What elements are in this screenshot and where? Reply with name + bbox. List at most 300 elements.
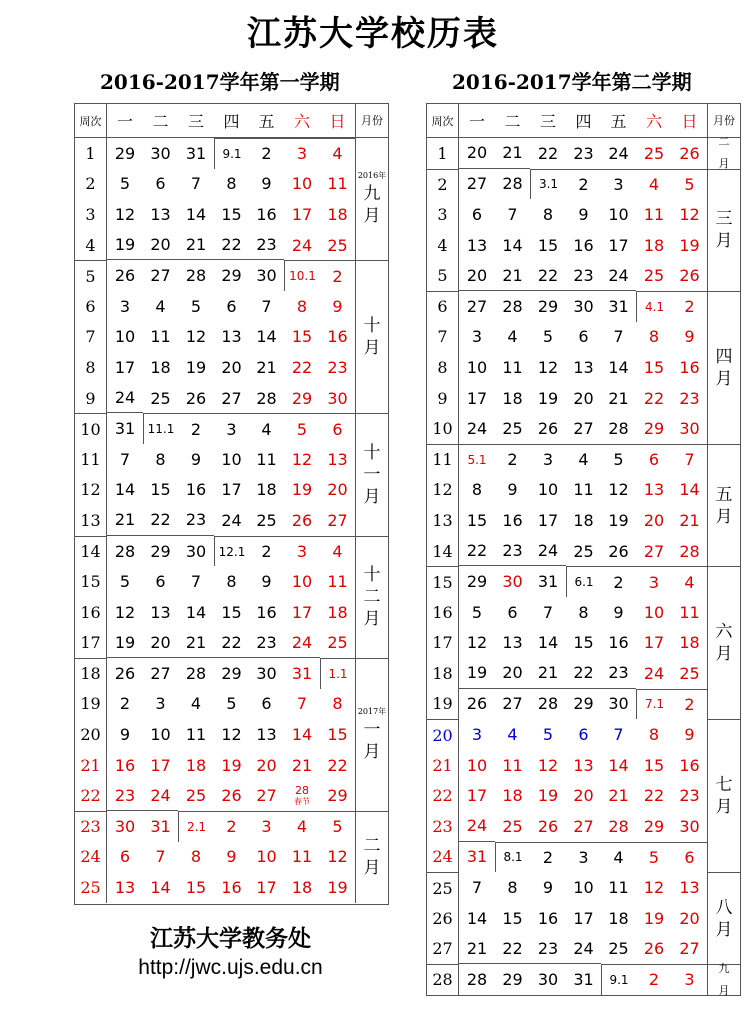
day-cell: 29 — [537, 296, 559, 316]
day-cell: 25 — [256, 510, 277, 530]
day-cell: 13 — [643, 480, 665, 500]
week-number: 11 — [75, 444, 107, 475]
week-number: 20 — [75, 719, 107, 750]
day-cell: 8.1 — [495, 842, 530, 873]
day-cell: 10 — [466, 357, 488, 377]
day-cell: 18 — [643, 235, 665, 255]
day-cell: 25 — [327, 235, 348, 255]
day-cell: 23 — [495, 536, 530, 567]
day-cell: 29 — [327, 786, 348, 806]
day-cell: 6 — [155, 174, 166, 194]
day-cell: 10 — [573, 878, 594, 898]
semester1-title: 2016-2017学年第一学期 — [100, 70, 340, 94]
day-cell: 12 — [643, 878, 665, 898]
day-cell: 19 — [185, 357, 207, 377]
day-cell: 22 — [459, 536, 495, 567]
day-cell: 23 — [249, 230, 284, 261]
header-day: 一 — [107, 104, 143, 138]
day-cell: 14 — [185, 204, 207, 224]
header-day: 六 — [284, 104, 320, 138]
day-cell: 6.1 — [566, 566, 601, 597]
week-number: 4 — [427, 230, 459, 261]
day-cell: 31 — [291, 663, 313, 683]
day-cell: 29 — [466, 572, 488, 592]
day-cell: 9.1 — [601, 964, 636, 995]
day-cell: 27 — [256, 786, 277, 806]
day-cell: 26 — [185, 388, 207, 408]
week-number: 6 — [427, 291, 459, 322]
day-cell: 31 — [573, 969, 594, 989]
day-cell: 14 — [679, 480, 700, 500]
day-cell: 24 — [601, 260, 636, 291]
header-month: 月份 — [355, 104, 388, 138]
day-cell: 6 — [226, 296, 237, 316]
day-cell: 22 — [143, 505, 178, 536]
week-number: 7 — [75, 322, 107, 353]
day-cell: 14 — [608, 755, 629, 775]
day-cell: 27 — [573, 816, 594, 836]
week-number: 14 — [427, 536, 459, 567]
day-cell: 12.1 — [214, 536, 249, 567]
day-cell: 26 — [466, 694, 488, 714]
day-cell: 22 — [495, 933, 530, 964]
day-cell: 3 — [601, 169, 636, 200]
semester1-calendar — [74, 103, 389, 905]
day-cell: 11 — [327, 572, 348, 592]
day-cell: 15 — [643, 357, 665, 377]
day-cell: 4 — [507, 725, 518, 745]
day-cell: 30 — [256, 266, 277, 286]
day-cell: 27 — [150, 663, 171, 683]
week-number: 10 — [427, 413, 459, 444]
day-cell: 3 — [566, 842, 601, 873]
day-cell: 16 — [608, 633, 629, 653]
day-cell: 29 — [291, 388, 313, 408]
day-cell: 23 — [679, 786, 700, 806]
day-cell: 16 — [679, 357, 700, 377]
day-cell: 5 — [471, 602, 483, 622]
day-cell: 4 — [190, 694, 202, 714]
day-cell: 23 — [679, 388, 700, 408]
day-cell: 12 — [608, 480, 629, 500]
semester2-title: 2016-2017学年第二学期 — [452, 70, 692, 94]
day-cell: 5 — [672, 169, 707, 200]
day-cell: 27 — [643, 541, 665, 561]
day-cell: 24 — [107, 383, 143, 414]
day-cell: 8 — [155, 449, 166, 469]
day-cell: 3 — [284, 536, 320, 567]
day-cell: 21 — [679, 510, 700, 530]
day-cell: 13 — [573, 755, 594, 775]
week-number: 22 — [75, 780, 107, 811]
day-cell: 8 — [507, 878, 518, 898]
day-cell: 13 — [327, 449, 348, 469]
day-cell: 22 — [643, 388, 665, 408]
day-cell: 3 — [119, 296, 131, 316]
week-number: 18 — [427, 658, 459, 689]
header-month: 月份 — [707, 104, 740, 138]
day-cell: 17 — [291, 602, 313, 622]
day-cell: 22 — [530, 260, 566, 291]
day-cell: 11 — [502, 357, 523, 377]
day-cell: 16 — [537, 908, 559, 928]
day-cell: 4 — [507, 327, 518, 347]
day-cell: 7 — [119, 449, 131, 469]
day-cell: 8 — [190, 847, 202, 867]
day-cell: 7 — [296, 694, 308, 714]
week-number: 23 — [427, 811, 459, 842]
day-cell: 6 — [261, 694, 272, 714]
day-cell: 20 — [459, 260, 495, 291]
header-day: 五 — [249, 104, 284, 138]
week-number: 12 — [427, 475, 459, 506]
day-cell: 30 — [114, 816, 136, 836]
day-cell: 14 — [150, 878, 171, 898]
month-label: 十 一 月 — [355, 413, 388, 535]
day-cell: 6 — [578, 327, 589, 347]
day-cell: 16 — [502, 510, 523, 530]
day-cell: 9 — [226, 847, 237, 867]
day-cell: 16 — [573, 235, 594, 255]
day-cell: 13 — [573, 357, 594, 377]
day-cell: 21 — [178, 230, 214, 261]
day-cell: 7 — [613, 725, 624, 745]
day-cell: 21 — [178, 628, 214, 659]
day-cell: 10 — [291, 572, 313, 592]
day-cell: 12 — [679, 204, 700, 224]
day-cell: 17 — [608, 235, 629, 255]
day-cell: 17 — [256, 878, 277, 898]
week-number: 22 — [427, 780, 459, 811]
day-cell: 18 — [327, 602, 348, 622]
day-cell: 29 — [643, 419, 665, 439]
day-cell: 14 — [256, 327, 277, 347]
day-cell: 7 — [542, 602, 554, 622]
day-cell: 20 — [495, 658, 530, 689]
day-cell: 8 — [296, 296, 308, 316]
week-number: 24 — [427, 842, 459, 873]
day-cell: 18 — [291, 878, 313, 898]
day-cell: 26 — [679, 143, 700, 163]
day-cell: 11 — [327, 174, 348, 194]
day-cell: 4 — [320, 536, 355, 567]
day-cell: 6 — [119, 847, 131, 867]
day-cell: 17 — [643, 633, 665, 653]
day-cell: 13 — [466, 235, 488, 255]
week-number: 19 — [427, 689, 459, 720]
day-cell: 12 — [537, 755, 559, 775]
day-cell: 28 — [537, 694, 559, 714]
week-number: 26 — [427, 903, 459, 934]
day-cell: 25 — [643, 143, 665, 163]
week-number: 9 — [427, 383, 459, 414]
day-cell: 25 — [643, 266, 665, 286]
day-cell: 30 — [327, 388, 348, 408]
day-cell: 6 — [507, 602, 518, 622]
day-cell: 19 — [608, 510, 629, 530]
day-cell: 9 — [684, 327, 695, 347]
day-cell: 6 — [471, 204, 483, 224]
day-cell: 4 — [672, 566, 707, 597]
header-week: 周次 — [427, 104, 459, 138]
day-cell: 20 — [573, 786, 594, 806]
week-number: 2 — [75, 169, 107, 200]
day-cell: 19 — [459, 658, 495, 689]
header-day: 四 — [214, 104, 249, 138]
day-cell: 8 — [471, 480, 483, 500]
day-cell: 28 — [466, 969, 488, 989]
day-cell: 14 — [114, 480, 136, 500]
header-day: 日 — [672, 104, 707, 138]
day-cell: 26 — [221, 786, 242, 806]
day-cell: 16 — [256, 204, 277, 224]
week-number: 4 — [75, 230, 107, 261]
day-cell: 5.1 — [459, 444, 495, 475]
day-cell: 14 — [466, 908, 488, 928]
day-cell: 22 — [643, 786, 665, 806]
day-cell: 13 — [221, 327, 242, 347]
month-label: 十 月 — [355, 260, 388, 413]
day-cell: 19 — [679, 235, 700, 255]
day-cell: 28 — [679, 541, 700, 561]
week-number: 21 — [75, 750, 107, 781]
day-cell: 9 — [261, 174, 272, 194]
day-cell: 15 — [573, 633, 594, 653]
week-number: 12 — [75, 475, 107, 506]
month-label: 九 月 — [707, 964, 740, 995]
day-cell: 11 — [185, 725, 207, 745]
day-cell: 3 — [471, 327, 483, 347]
day-cell: 22 — [214, 628, 249, 659]
month-label: 2016年 九 月 — [355, 138, 388, 260]
day-cell: 23 — [573, 143, 594, 163]
semester2-calendar — [426, 103, 741, 996]
day-cell: 13 — [679, 878, 700, 898]
header-day: 二 — [143, 104, 178, 138]
week-number: 27 — [427, 933, 459, 964]
week-number: 5 — [427, 260, 459, 291]
day-cell: 18 — [608, 908, 629, 928]
day-cell: 5 — [601, 444, 636, 475]
day-cell: 26 — [608, 541, 629, 561]
day-cell: 13 — [150, 204, 171, 224]
week-number: 1 — [427, 138, 459, 169]
day-cell: 3 — [636, 566, 672, 597]
week-number: 8 — [427, 352, 459, 383]
day-cell: 20 — [459, 138, 495, 169]
page-title: 江苏大学校历表 — [247, 14, 499, 54]
day-cell: 21 — [495, 138, 530, 169]
week-number: 28 — [427, 964, 459, 995]
week-number: 11 — [427, 444, 459, 475]
day-cell: 24 — [143, 780, 178, 811]
day-cell: 29 — [150, 541, 171, 561]
day-cell: 22 — [566, 658, 601, 689]
day-cell: 14 — [291, 725, 313, 745]
day-cell: 9 — [542, 878, 554, 898]
day-cell: 28 — [502, 296, 523, 316]
day-cell: 4 — [636, 169, 672, 200]
day-cell: 8 — [578, 602, 589, 622]
day-cell: 11 — [502, 755, 523, 775]
day-cell: 28 — [256, 388, 277, 408]
day-cell: 26 — [679, 266, 700, 286]
header-day: 五 — [601, 104, 636, 138]
day-cell: 18 — [679, 633, 700, 653]
day-cell: 28 — [114, 541, 136, 561]
day-cell: 17 — [221, 480, 242, 500]
day-cell: 20 — [643, 510, 665, 530]
header-day: 三 — [178, 104, 214, 138]
day-cell: 11 — [643, 204, 665, 224]
week-number: 25 — [427, 872, 459, 903]
week-number: 23 — [75, 811, 107, 842]
month-label: 十 二 月 — [355, 536, 388, 658]
day-cell: 22 — [327, 755, 348, 775]
week-number: 1 — [75, 138, 107, 169]
festival-label: 春节 — [294, 796, 310, 806]
day-cell: 31 — [466, 847, 488, 867]
day-cell: 30 — [537, 969, 559, 989]
day-cell: 16 — [256, 602, 277, 622]
day-cell: 9 — [119, 725, 131, 745]
week-number: 5 — [75, 260, 107, 291]
day-cell: 31 — [537, 572, 559, 592]
day-cell: 31 — [608, 296, 629, 316]
day-cell: 16 — [221, 878, 242, 898]
day-cell: 28 — [502, 174, 523, 194]
week-number: 13 — [427, 505, 459, 536]
day-cell: 19 — [107, 628, 143, 659]
week-number: 15 — [427, 566, 459, 597]
day-cell: 17 — [466, 786, 488, 806]
day-cell: 3 — [155, 694, 166, 714]
day-cell: 2 — [495, 444, 530, 475]
day-cell: 16 — [327, 327, 348, 347]
day-cell: 9 — [507, 480, 518, 500]
day-cell: 23 — [530, 933, 566, 964]
day-cell: 19 — [537, 388, 559, 408]
day-cell: 2 — [601, 566, 636, 597]
day-cell: 18 — [185, 755, 207, 775]
day-cell: 26 — [291, 510, 313, 530]
day-cell: 15 — [502, 908, 523, 928]
day-cell: 29 — [221, 266, 242, 286]
day-cell: 9 — [684, 725, 695, 745]
header-day: 六 — [636, 104, 672, 138]
day-cell: 18 — [502, 388, 523, 408]
day-cell: 10 — [608, 204, 629, 224]
day-cell: 21 — [608, 786, 629, 806]
day-cell: 24 — [530, 536, 566, 567]
day-cell: 23 — [107, 780, 143, 811]
day-cell: 26 — [114, 663, 136, 683]
day-cell: 7 — [471, 878, 483, 898]
day-cell: 8 — [648, 725, 660, 745]
day-cell: 10 — [256, 847, 277, 867]
day-cell: 2 — [672, 291, 707, 322]
day-cell: 2 — [214, 811, 249, 842]
day-cell: 25 — [679, 663, 700, 683]
day-cell: 22 — [214, 230, 249, 261]
day-cell: 31 — [185, 143, 207, 163]
day-cell: 30 — [679, 419, 700, 439]
day-cell: 5 — [320, 811, 355, 842]
day-cell: 15 — [150, 480, 171, 500]
day-cell: 1.1 — [320, 658, 355, 689]
header-week: 周次 — [75, 104, 107, 138]
day-cell: 10 — [643, 602, 665, 622]
day-cell: 5 — [542, 725, 554, 745]
week-number: 3 — [75, 199, 107, 230]
day-cell: 4 — [566, 444, 601, 475]
day-cell: 15 — [221, 602, 242, 622]
day-cell: 10 — [114, 327, 136, 347]
day-cell: 30 — [679, 816, 700, 836]
day-cell: 3 — [471, 725, 483, 745]
day-cell: 7 — [507, 204, 518, 224]
day-cell: 24 — [221, 510, 242, 530]
day-cell: 11 — [573, 480, 594, 500]
day-cell: 2.1 — [178, 811, 214, 842]
day-cell: 2 — [636, 964, 672, 995]
week-number: 17 — [75, 628, 107, 659]
day-cell: 13 — [502, 633, 523, 653]
day-cell: 2 — [530, 842, 566, 873]
day-cell: 23 — [327, 357, 348, 377]
day-cell: 7 — [155, 847, 166, 867]
day-cell: 8 — [226, 174, 237, 194]
day-cell: 3 — [672, 964, 707, 995]
week-number: 6 — [75, 291, 107, 322]
day-cell: 5 — [226, 694, 237, 714]
day-cell: 15 — [185, 878, 207, 898]
day-cell: 30 — [502, 572, 523, 592]
month-label: 七 月 — [707, 719, 740, 872]
day-cell: 9.1 — [214, 138, 249, 169]
day-cell: 10 — [150, 725, 171, 745]
day-cell: 13 — [256, 725, 277, 745]
day-cell: 24 — [643, 663, 665, 683]
week-number: 10 — [75, 413, 107, 444]
day-cell: 28 — [608, 419, 629, 439]
day-cell: 7 — [672, 444, 707, 475]
month-label: 二 月 — [707, 138, 740, 169]
day-cell: 27 — [502, 694, 523, 714]
day-cell: 24 — [608, 143, 629, 163]
day-cell: 19 — [221, 755, 242, 775]
day-cell: 31 — [114, 419, 136, 439]
day-cell: 24 — [466, 419, 488, 439]
day-cell: 3 — [530, 444, 566, 475]
day-cell: 25 — [185, 786, 207, 806]
day-cell: 15 — [643, 755, 665, 775]
day-cell: 30 — [573, 296, 594, 316]
week-number: 24 — [75, 842, 107, 873]
day-cell: 7 — [613, 327, 624, 347]
week-number: 15 — [75, 566, 107, 597]
day-cell: 17 — [573, 908, 594, 928]
day-cell: 22 — [537, 143, 559, 163]
day-cell: 15 — [327, 725, 348, 745]
header-day: 一 — [459, 104, 495, 138]
header-day: 三 — [530, 104, 566, 138]
day-cell: 5 — [190, 296, 202, 316]
week-number: 7 — [427, 322, 459, 353]
office-url[interactable]: http://jwc.ujs.edu.cn — [138, 956, 323, 979]
day-cell: 28 春节 — [294, 783, 310, 806]
day-cell: 22 — [291, 357, 313, 377]
